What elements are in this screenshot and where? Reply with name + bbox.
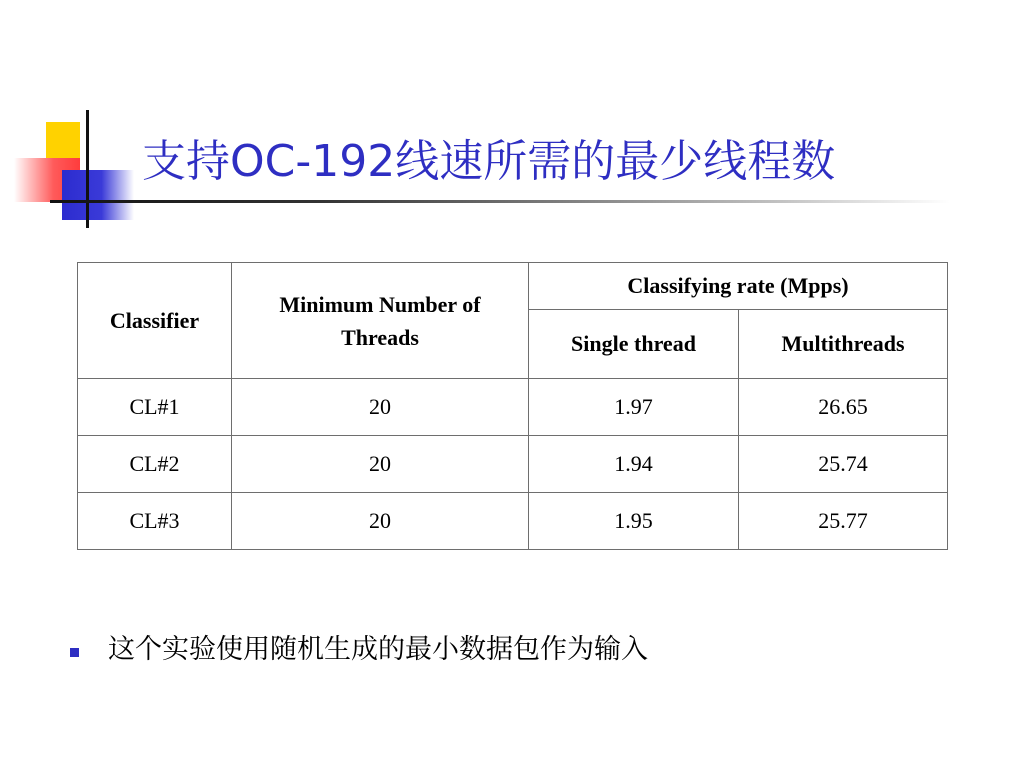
cell-classifier: CL#1 bbox=[78, 379, 232, 436]
header-multithreads: Multithreads bbox=[739, 310, 948, 379]
header-min-threads-label: Minimum Number of Threads bbox=[279, 291, 481, 350]
title-underline bbox=[50, 200, 950, 203]
cell-single-thread: 1.97 bbox=[529, 379, 739, 436]
cell-min-threads: 20 bbox=[232, 436, 529, 493]
results-table bbox=[77, 262, 948, 550]
header-min-threads bbox=[232, 263, 529, 379]
table-header-row bbox=[78, 263, 948, 310]
cell-single-thread: 1.95 bbox=[529, 493, 739, 550]
decorative-vertical-line bbox=[86, 110, 89, 228]
bullet-text: 这个实验使用随机生成的最小数据包作为输入 bbox=[108, 634, 648, 665]
cell-single-thread: 1.94 bbox=[529, 436, 739, 493]
cell-multithreads: 25.74 bbox=[739, 436, 948, 493]
cell-classifier: CL#3 bbox=[78, 493, 232, 550]
table-row bbox=[78, 493, 948, 550]
decorative-blue-block bbox=[62, 170, 134, 220]
slide-title: 支持OC-192线速所需的最少线程数 bbox=[142, 136, 836, 187]
cell-multithreads: 25.77 bbox=[739, 493, 948, 550]
cell-multithreads: 26.65 bbox=[739, 379, 948, 436]
cell-min-threads: 20 bbox=[232, 493, 529, 550]
cell-classifier: CL#2 bbox=[78, 436, 232, 493]
header-classifying-rate: Classifying rate (Mpps) bbox=[529, 263, 948, 310]
cell-min-threads: 20 bbox=[232, 379, 529, 436]
table-row bbox=[78, 379, 948, 436]
header-single-thread: Single thread bbox=[529, 310, 739, 379]
bullet-marker bbox=[70, 648, 79, 657]
table-row bbox=[78, 436, 948, 493]
header-classifier: Classifier bbox=[78, 263, 232, 379]
